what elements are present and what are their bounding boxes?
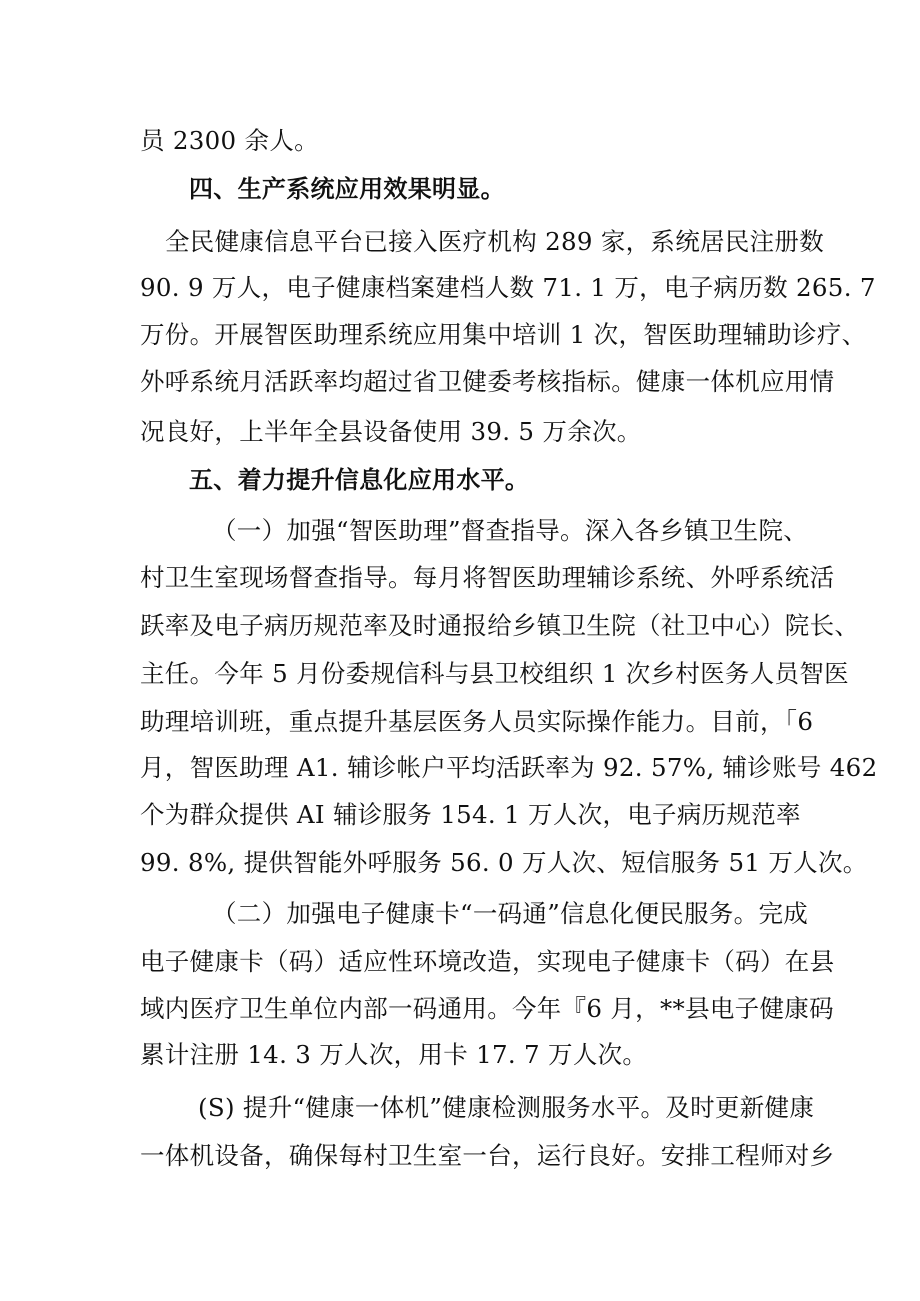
paragraph-line: 一体机设备，确保每村卫生室一台，运行良好。安排工程师对乡: [140, 1141, 835, 1170]
paragraph-line: （一）加强“智医助理”督查指导。深入各乡镇卫生院、: [212, 516, 809, 545]
paragraph-line: 村卫生室现场督查指导。每月将智医助理辅诊系统、外呼系统活: [140, 563, 835, 592]
paragraph-line: 个为群众提供 AI 辅诊服务 154. 1 万人次，电子病历规范率: [140, 800, 801, 829]
section-heading-five: 五、着力提升信息化应用水平。: [189, 466, 530, 494]
paragraph-line: 外呼系统月活跃率均超过省卫健委考核指标。健康一体机应用情: [140, 367, 835, 396]
paragraph-line: 助理培训班，重点提升基层医务人员实际操作能力。目前，「6: [140, 707, 814, 736]
paragraph-line: 主任。今年 5 月份委规信科与县卫校组织 1 次乡村医务人员智医: [140, 659, 849, 688]
section-heading-four: 四、生产系统应用效果明显。: [189, 175, 505, 203]
paragraph-line: 月，智医助理 A1. 辅诊帐户平均活跃率为 92. 57%, 辅诊账号 462: [140, 753, 878, 782]
paragraph-line: 90. 9 万人，电子健康档案建档人数 71. 1 万，电子病历数 265. 7: [140, 273, 876, 302]
paragraph-line: 况良好，上半年全县设备使用 39. 5 万余次。: [140, 417, 642, 446]
paragraph-line: 全民健康信息平台已接入医疗机构 289 家，系统居民注册数: [165, 227, 825, 256]
paragraph-line: 万份。开展智医助理系统应用集中培训 1 次，智医助理辅助诊疗、: [140, 320, 867, 349]
paragraph-line: 员 2300 余人。: [140, 126, 319, 155]
paragraph-line: (S) 提升“健康一体机”健康检测服务水平。及时更新健康: [198, 1093, 815, 1122]
paragraph-line: 99. 8%, 提供智能外呼服务 56. 0 万人次、短信服务 51 万人次。: [140, 848, 868, 877]
paragraph-line: 跃率及电子病历规范率及时通报给乡镇卫生院（社卫中心）院长、: [140, 611, 860, 640]
paragraph-line: 域内医疗卫生单位内部一码通用。今年『6 月，**县电子健康码: [140, 994, 834, 1023]
paragraph-line: （二）加强电子健康卡“一码通”信息化便民服务。完成: [212, 899, 809, 928]
paragraph-line: 累计注册 14. 3 万人次，用卡 17. 7 万人次。: [140, 1040, 648, 1069]
paragraph-line: 电子健康卡（码）适应性环境改造，实现电子健康卡（码）在县: [140, 947, 835, 976]
